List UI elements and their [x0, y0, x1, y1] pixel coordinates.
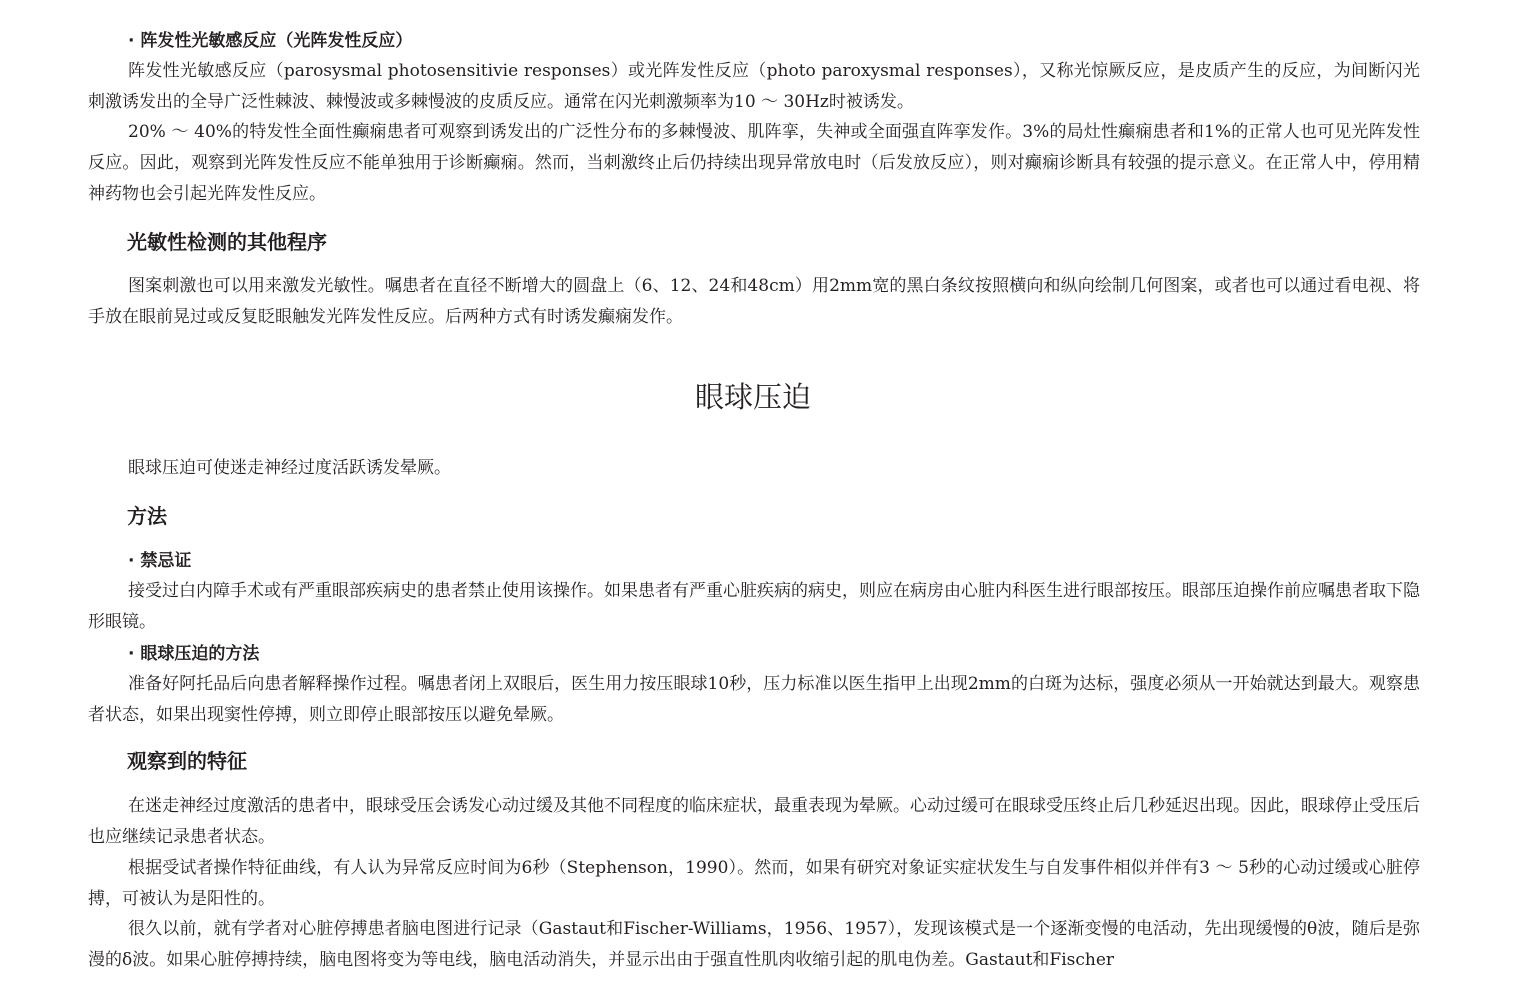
paragraph-photoparoxysmal-definition: 阵发性光敏感反应（parosysmal photosensitivie responses）或光阵发性反应（photo paroxysmal responses），又称光惊厥反应，是皮质产生的反应，为间断闪光刺激诱发出的全导广泛性棘波、棘慢波或多棘慢波的皮质反应。通常在闪光刺激频率为10 ～ 30Hz时被诱发。 [88, 61, 1420, 112]
subheading-other-photosensitivity-procedures: 光敏性检测的其他程序 [127, 230, 327, 254]
paragraph-abnormal-response-time: 根据受试者操作特征曲线，有人认为异常反应时间为6秒（Stephenson，1990）。然而，如果有研究对象证实症状发生与自发事件相似并伴有3 ～ 5秒的心动过缓或心脏停搏，可被认为是阳性的。 [88, 858, 1420, 909]
paragraph-photoparoxysmal-incidence: 20% ～ 40%的特发性全面性癫痫患者可观察到诱发出的广泛性分布的多棘慢波、肌阵挛，失神或全面强直阵挛发作。3%的局灶性癫痫患者和1%的正常人也可见光阵发性反应。因此，观察到光阵发性反应不能单独用于诊断癫痫。然而，当刺激终止后仍持续出现异常放电时（后发放反应），则对癫痫诊断具有较强的提示意义。在正常人中，停用精神药物也会引起光阵发性反应。 [88, 122, 1420, 204]
paragraph-pattern-stimulation: 图案刺激也可以用来激发光敏性。嘱患者在直径不断增大的圆盘上（6、12、24和48cm）用2mm宽的黑白条纹按照横向和纵向绘制几何图案，或者也可以通过看电视、将手放在眼前晃过或反复眨眼触发光阵发性反应。后两种方式有时诱发癫痫发作。 [88, 276, 1420, 327]
paragraph-vagal-response: 在迷走神经过度激活的患者中，眼球受压会诱发心动过缓及其他不同程度的临床症状，最重表现为晕厥。心动过缓可在眼球受压终止后几秒延迟出现。因此，眼球停止受压后也应继续记录患者状态。 [88, 796, 1420, 847]
bullet-compression-method: · 眼球压迫的方法 [128, 644, 260, 664]
paragraph-contraindications: 接受过白内障手术或有严重眼部疾病史的患者禁止使用该操作。如果患者有严重心脏疾病的病史，则应在病房由心脏内科医生进行眼部按压。眼部压迫操作前应嘱患者取下隐形眼镜。 [88, 581, 1420, 632]
subheading-observed-features: 观察到的特征 [127, 749, 247, 773]
paragraph-compression-procedure: 准备好阿托品后向患者解释操作过程。嘱患者闭上双眼后，医生用力按压眼球10秒，压力标准以医生指甲上出现2mm的白斑为达标，强度必须从一开始就达到最大。观察患者状态，如果出现窦性停搏，则立即停止眼部按压以避免晕厥。 [88, 674, 1420, 725]
section-title-ocular-compression: 眼球压迫 [694, 380, 811, 414]
subheading-methods: 方法 [127, 504, 167, 528]
bullet-photoparoxysmal-response: · 阵发性光敏感反应（光阵发性反应） [128, 31, 413, 51]
paragraph-ocular-compression-intro: 眼球压迫可使迷走神经过度活跃诱发晕厥。 [128, 458, 451, 478]
bullet-contraindications: · 禁忌证 [128, 551, 192, 571]
paragraph-eeg-asystole: 很久以前，就有学者对心脏停搏患者脑电图进行记录（Gastaut和Fischer-Williams，1956、1957），发现该模式是一个逐渐变慢的电活动，先出现缓慢的θ波，随后是弥漫的δ波。如果心脏停搏持续，脑电图将变为等电线，脑电活动消失，并显示出由于强直性肌肉收缩引起的肌电伪差。Gastaut和Fischer [88, 919, 1420, 970]
